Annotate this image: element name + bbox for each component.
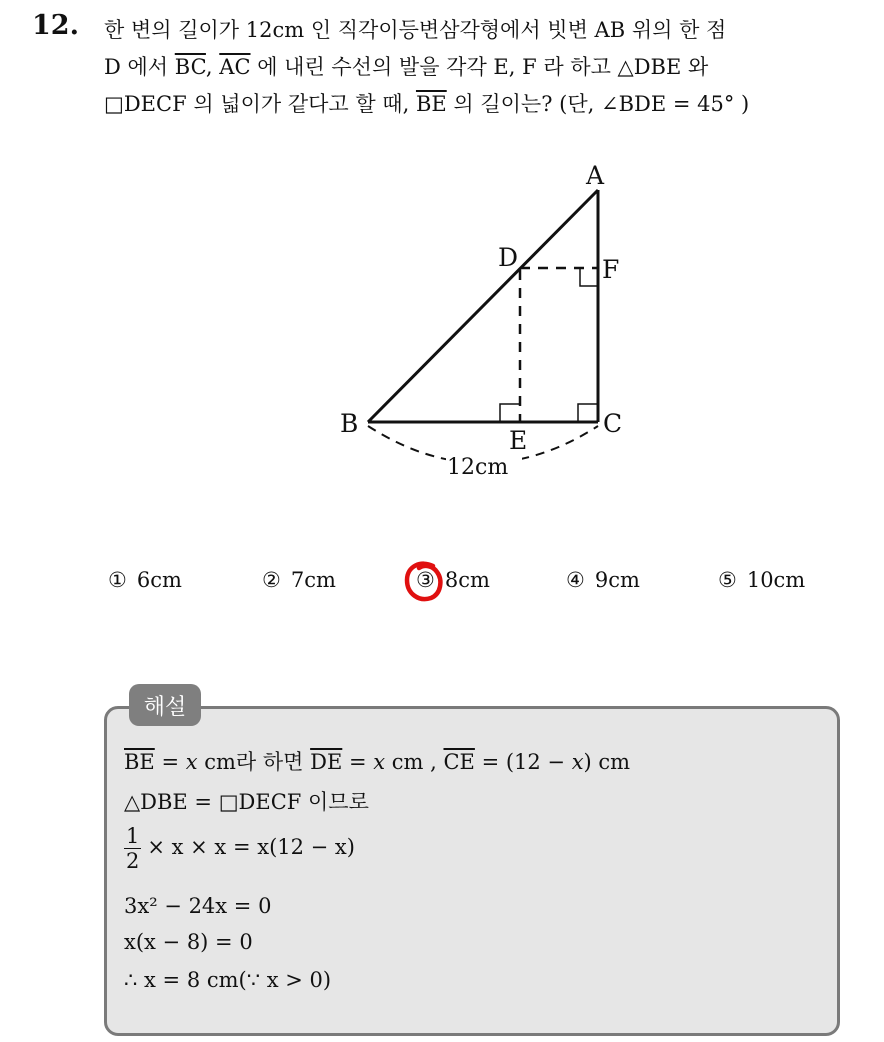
label-d: D: [498, 243, 519, 272]
solution-tag: 해설: [129, 684, 201, 726]
question-text: [104, 12, 874, 123]
choice-5-text: 10cm: [746, 568, 806, 592]
question-line-1-text: 한 변의 길이가 12cm 인 직각이등변삼각형에서 빗변 AB 위의 한 점: [104, 18, 727, 42]
fraction-half: [124, 824, 141, 873]
choice-2[interactable]: [262, 568, 336, 592]
segment-be: $\overline{BE}$: [415, 92, 447, 116]
choice-1-mark: ①: [108, 568, 127, 592]
solution-line-1: [124, 746, 630, 776]
sol-seg-be: $\overline{BE}$: [124, 750, 155, 774]
right-angle-c: [578, 404, 598, 422]
label-b: B: [340, 409, 359, 438]
label-a: A: [586, 161, 605, 190]
question-line-3: [104, 86, 874, 123]
choice-2-text: 7cm: [290, 568, 336, 592]
choice-2-mark: ②: [262, 568, 281, 592]
sol-l1-e: = (12 −: [474, 750, 572, 774]
fraction-numerator: 1: [126, 824, 140, 848]
solution-line-4: 3x² − 24x = 0: [124, 894, 272, 918]
question-number: 12.: [32, 10, 79, 41]
sol-l3-rest: × x × x = x(12 − x): [147, 835, 355, 859]
triangle-diagram: [300, 150, 640, 490]
solution-line-5: x(x − 8) = 0: [124, 930, 253, 954]
sol-seg-de: $\overline{DE}$: [310, 750, 343, 774]
choice-1[interactable]: [108, 568, 182, 592]
sol-l1-var3: x: [571, 750, 584, 774]
answer-circle-stroke: [407, 564, 440, 599]
sol-l1-var2: x: [373, 750, 386, 774]
segment-ac: $\overline{AC}$: [219, 55, 251, 79]
sol-l1-a: =: [154, 750, 186, 774]
sol-l1-var1: x: [185, 750, 198, 774]
solution-line-2: △DBE = □DECF 이므로: [124, 790, 369, 814]
choice-3-text: 8cm: [444, 568, 490, 592]
question-line-2: [104, 49, 874, 86]
q3-post: 의 길이는? (단, ∠BDE = 45° ): [446, 92, 750, 116]
choice-3-mark: ③: [416, 568, 435, 592]
choice-4-text: 9cm: [594, 568, 640, 592]
label-e: E: [509, 426, 528, 455]
label-f: F: [602, 255, 620, 284]
q2-pre: D 에서: [104, 55, 175, 79]
choice-1-text: 6cm: [136, 568, 182, 592]
sol-seg-ce: $\overline{CE}$: [443, 750, 475, 774]
answer-choices: [108, 568, 848, 608]
label-c: C: [603, 409, 623, 438]
sol-l1-c: =: [342, 750, 374, 774]
base-length-label: 12cm: [447, 455, 509, 480]
sol-l1-f: ) cm: [583, 750, 631, 774]
question-line-1: [104, 12, 874, 49]
q3-pre: □DECF 의 넓이가 같다고 할 때,: [104, 92, 416, 116]
hypotenuse-ab: [368, 190, 598, 422]
sol-l1-d: cm ,: [385, 750, 444, 774]
fraction-denominator: 2: [126, 849, 140, 873]
solution-line-6: ∴ x = 8 cm(∵ x > 0): [124, 968, 332, 992]
segment-bc: $\overline{BC}$: [174, 55, 206, 79]
q2-post: 에 내린 수선의 발을 각각 E, F 라 하고 △DBE 와: [250, 55, 709, 79]
choice-4-mark: ④: [566, 568, 585, 592]
triangle-figure: [300, 150, 640, 490]
right-angle-e: [500, 404, 520, 422]
choice-5-mark: ⑤: [718, 568, 737, 592]
right-angle-f: [580, 268, 598, 286]
solution-line-3: [124, 824, 355, 873]
answer-circle-mark: [403, 560, 445, 604]
sol-l1-b: cm라 하면: [197, 750, 311, 774]
choice-4[interactable]: [566, 568, 640, 592]
choice-5[interactable]: [718, 568, 805, 592]
q2-comma: ,: [205, 55, 220, 79]
